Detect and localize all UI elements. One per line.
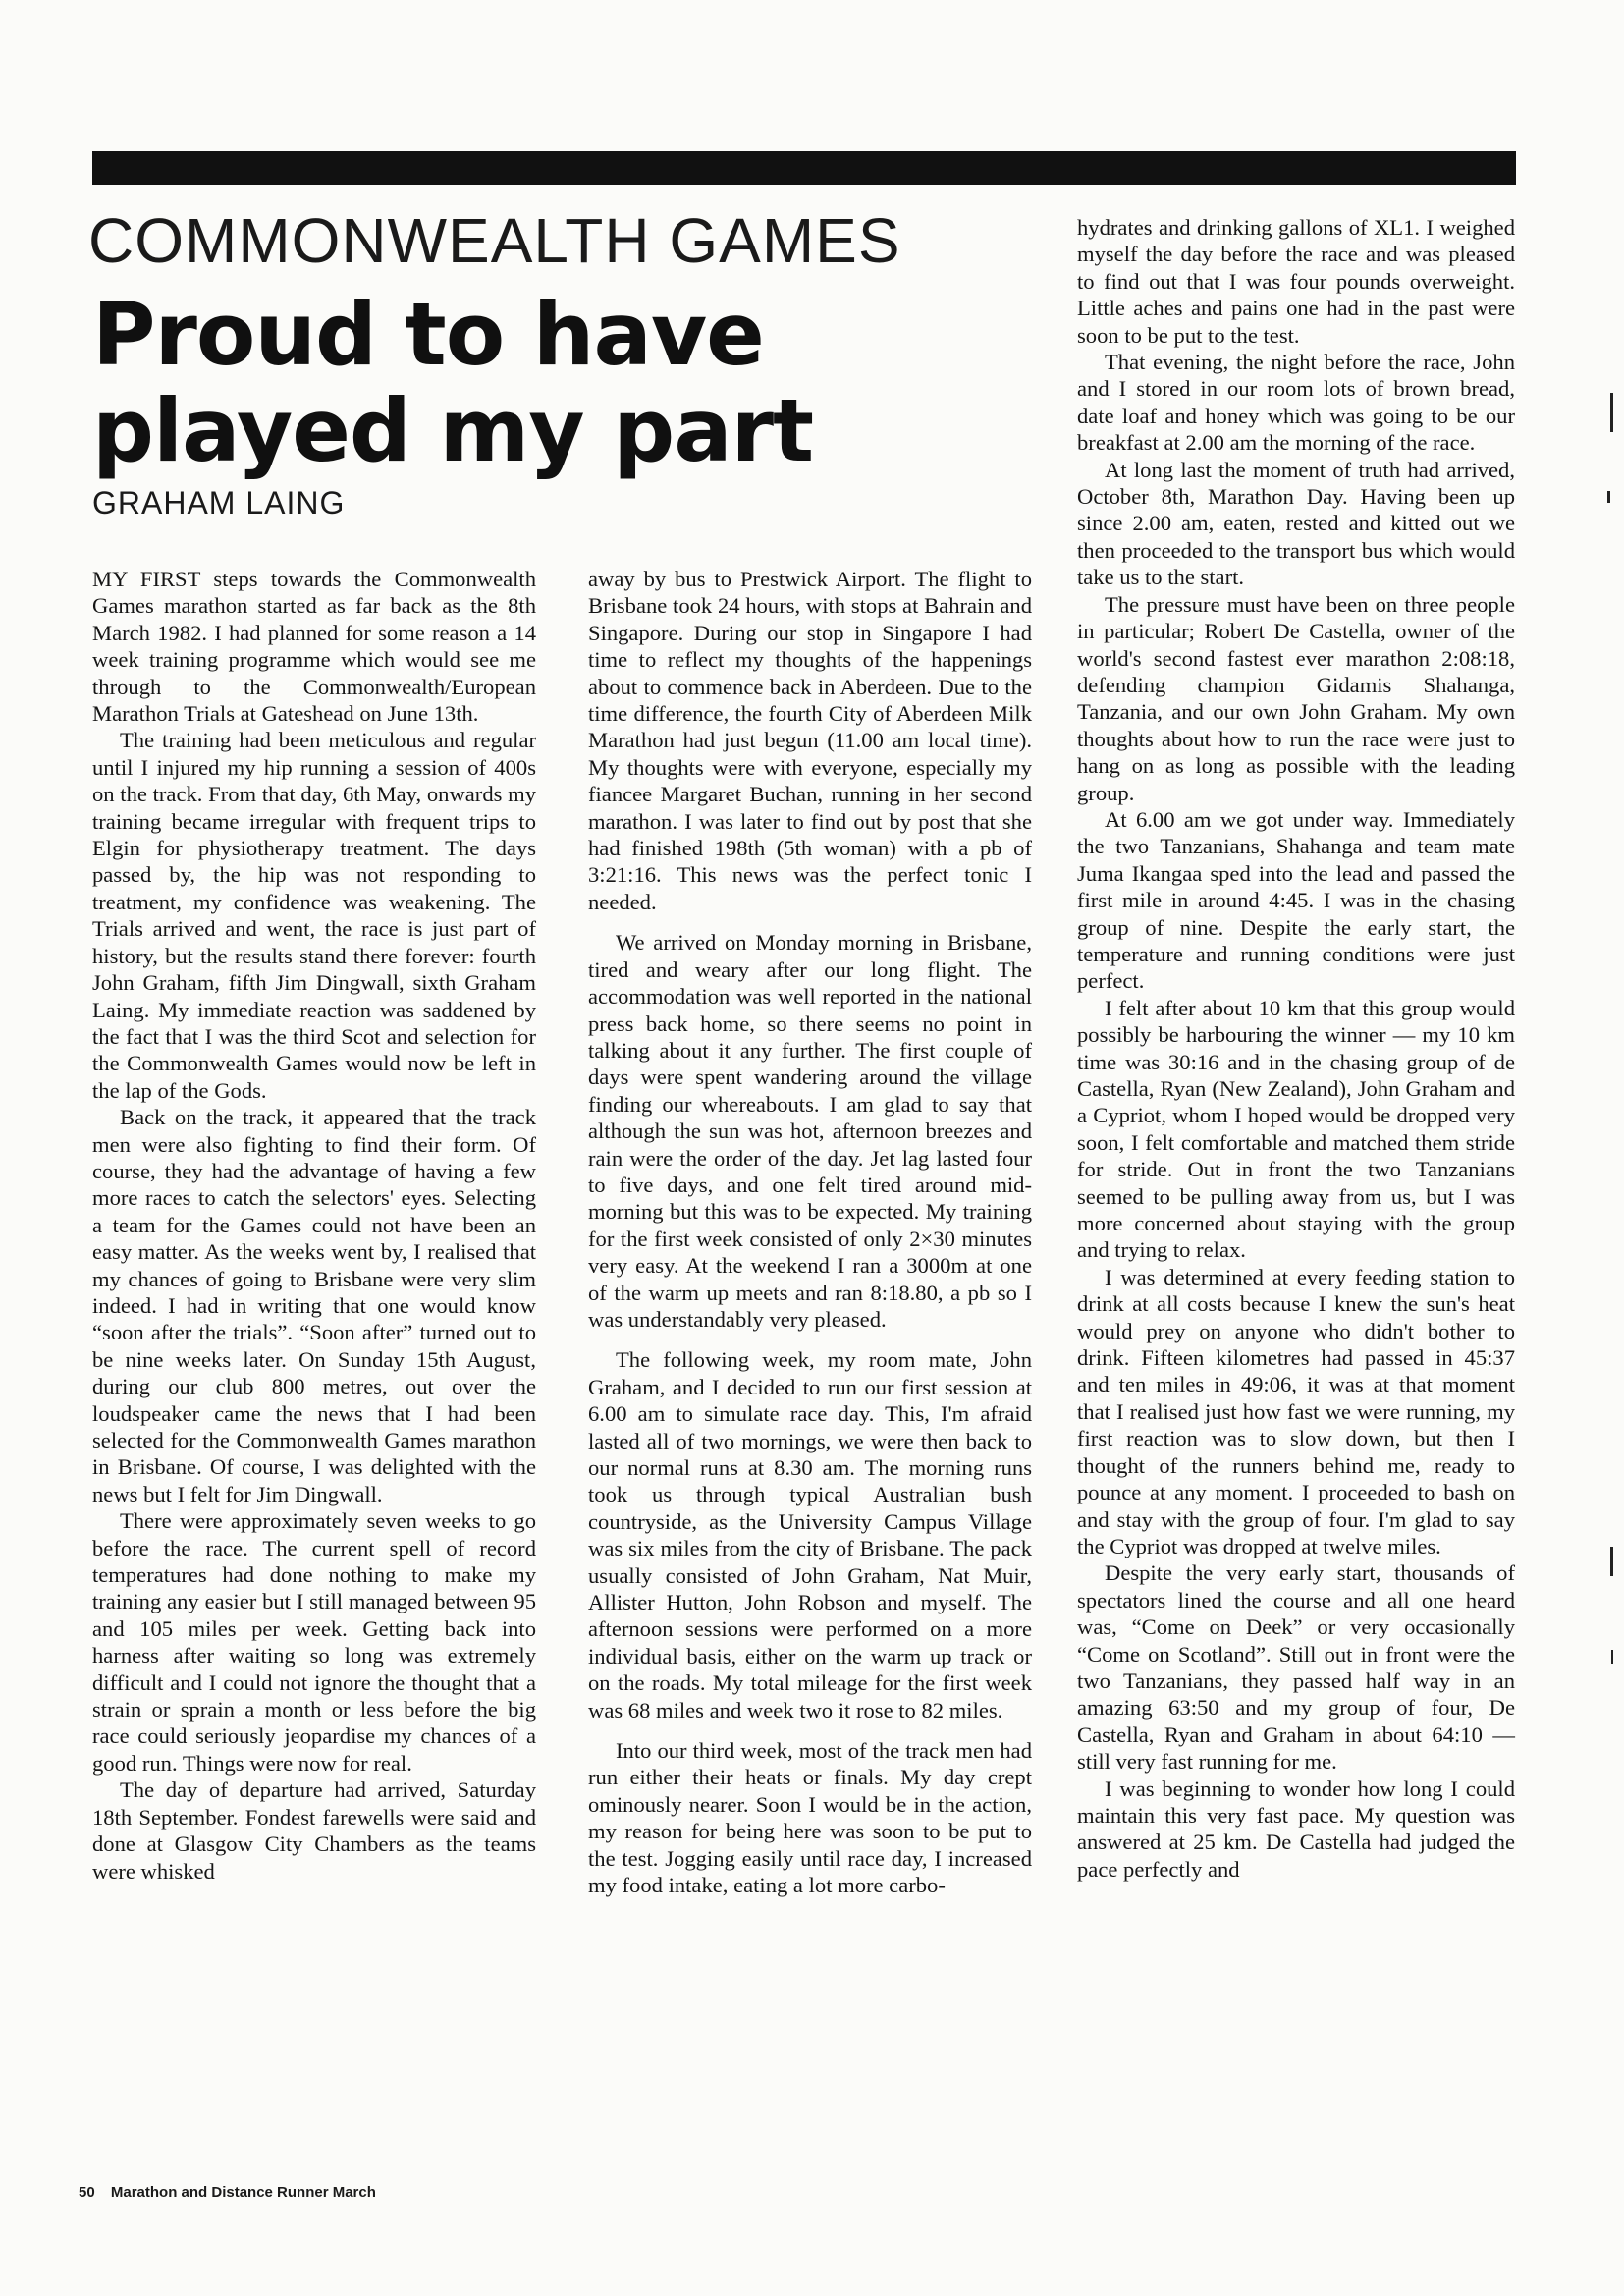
article-column-3 [1077,214,1515,1883]
scan-edge-mark [1610,393,1613,432]
article-column-1 [92,566,536,1885]
paragraph: The following week, my room mate, John Graham, and I decided to run our first session at 6.00 am to simulate race day. This, I'm afraid lasted all of two mornings, we were then back to our normal runs at 8.30 am. The morning runs took us through typical Australian bush countryside, as the University Campus Village was six miles from the city of Brisbane. The pack usually consisted of John Graham, Nat Muir, Allister Hutton, John Robson and myself. The afternoon sessions were performed on a more individual basis, either on the warm up track or on the roads. My total mileage for the first week was 68 miles and week two it rose to 82 miles. [588,1347,1032,1722]
headline [92,284,976,481]
article-column-2 [588,566,1032,1899]
scan-edge-mark [1611,1650,1613,1664]
paragraph: MY FIRST steps towards the Commonwealth Games marathon started as far back as the 8th March 1982. I had planned for some reason a 14 week training programme which would see me through to the Commonwealth/European Marathon Trials at Gateshead on June 13th. [92,567,536,727]
paragraph: There were approximately seven weeks to go before the race. The current spell of record temperatures had done nothing to make my training any easier but I still managed between 95 and 105 miles per week. Getting back into harness after waiting so long was extremely difficult and I could not ignore the thought that a strain or sprain a month or less before the big race could seriously jeopardise my chances of a good run. Things were now for real. [92,1508,536,1776]
scan-edge-mark [1610,1547,1613,1576]
paragraph: At 6.00 am we got under way. Immediately the two Tanzanians, Shahanga and team mate Juma Ikangaa sped into the lead and passed the first mile in around 4:45. I was in the chasing group of nine. Despite the early start, the temperature and running conditions were just perfect. [1077,806,1515,994]
paragraph: We arrived on Monday morning in Brisbane, tired and weary after our long flight. The accommodation was well reported in the national press back home, so there seems no point in talking about it any further. The first couple of days were spent wandering around the village finding our whereabouts. I am glad to say that although the sun was hot, afternoon breezes and rain were the order of the day. Jet lag lasted four to five days, and one felt tired around mid-morning but this was to be expected. My training for the first week consisted of only 2×30 minutes very easy. At the weekend I ran a 3000m at one of the warm up meets and ran 8:18.80, a pb so I was understandably very pleased. [588,930,1032,1332]
byline: GRAHAM LAING [92,485,346,520]
paragraph: I was beginning to wonder how long I could maintain this very fast pace. My question was answered at 25 km. De Castella had judged the pace perfectly and [1077,1776,1515,1882]
paragraph: The day of departure had arrived, Saturday 18th September. Fondest farewells were said and done at Glasgow City Chambers as the teams were whisked [92,1777,536,1884]
page-number: 50 [79,2184,95,2201]
page-footer [79,2184,376,2201]
headline-line-1: Proud to have [92,284,764,385]
paragraph: away by bus to Prestwick Airport. The flight to Brisbane took 24 hours, with stops at Bahrain and Singapore. During our stop in Singapore I had time to reflect my thoughts of the happenings about to commence back in Aberdeen. Due to the time difference, the fourth City of Aberdeen Milk Marathon had just begun (11.00 am local time). My thoughts were with everyone, especially my fiancee Margaret Buchan, running in her second marathon. I was later to find out by post that she had finished 198th (5th woman) with a pb of 3:21:16. This news was the perfect tonic I needed. [588,567,1032,914]
paragraph: The pressure must have been on three people in particular; Robert De Castella, owner of the world's second fastest ever marathon 2:08:18, defending champion Gidamis Shahanga, Tanzania, and our own John Graham. My own thoughts about how to run the race were just to hang on as long as possible with the leading group. [1077,591,1515,805]
paragraph: The training had been meticulous and regular until I injured my hip running a session of 400s on the track. From that day, 6th May, onwards my training became irregular with frequent trips to Elgin for physiotherapy treatment. The days passed by, the hip was not responding to treatment, my confidence was weakening. The Trials arrived and went, the race is just part of history, but the results stand there forever: fourth John Graham, fifth Jim Dingwall, sixth Graham Laing. My immediate reaction was saddened by the fact that I was the third Scot and selection for the Commonwealth Games would now be left in the lap of the Gods. [92,728,536,1103]
paragraph: That evening, the night before the race, John and I stored in our room lots of brown bread, date loaf and honey which was going to be our breakfast at 2.00 am the morning of the race. [1077,350,1515,456]
paragraph: I was determined at every feeding station to drink at all costs because I knew the sun's heat would prey on anyone who didn't bother to drink. Fifteen kilometres had passed in 45:37 and ten miles in 49:06, it was at that moment that I realised just how fast we were running, my first reaction was to slow down, but then I thought of the runners behind me, ready to pounce at any moment. I proceeded to bash on and stay with the group of four. I'm glad to say the Cypriot was dropped at twelve miles. [1077,1264,1515,1558]
paragraph: I felt after about 10 km that this group would possibly be harbouring the winner — my 10 km time was 30:16 and in the chasing group of de Castella, Ryan (New Zealand), John Graham and a Cypriot, whom I hoped would be dropped very soon, I felt comfortable and matched them stride for stride. Out in front the two Tanzanians seemed to be pulling away from us, but I was more concerned about staying with the group and trying to relax. [1077,995,1515,1263]
paragraph: At long last the moment of truth had arrived, October 8th, Marathon Day. Having been up since 2.00 am, eaten, rested and kitted out we then proceeded to the transport bus which would take us to the start. [1077,457,1515,590]
headline-line-2: played my part [92,380,814,481]
paragraph: Despite the very early start, thousands of spectators lined the course and all one heard was, “Come on Deek” or very occasionally “Come on Scotland”. Still out in front were the two Tanzanians, they passed half way in an amazing 63:50 and my group of four, De Castella, Ryan and Graham in about 64:10 — still very fast running for me. [1077,1560,1515,1775]
paragraph: hydrates and drinking gallons of XL1. I weighed myself the day before the race and was pleased to find out that I was four pounds overweight. Little aches and pains one had in the past were soon to be put to the test. [1077,215,1515,348]
paragraph: Into our third week, most of the track men had run either their heats or finals. My day crept ominously nearer. Soon I would be in the action, my reason for being here was soon to be put to the test. Jogging easily until race day, I increased my food intake, eating a lot more carbo- [588,1738,1032,1898]
paragraph: Back on the track, it appeared that the track men were also fighting to find their form. Of course, they had the advantage of having a few more races to catch the selectors' eyes. Selecting a team for the Games could not have been an easy matter. As the weeks went by, I realised that my chances of going to Brisbane were very slim indeed. I had in writing that one would know “soon after the trials”. “Soon after” turned out to be nine weeks later. On Sunday 15th August, during our club 800 metres, out over the loudspeaker came the news that I had been selected for the Commonwealth Games marathon in Brisbane. Of course, I was delighted with the news but I felt for Jim Dingwall. [92,1105,536,1506]
scan-edge-mark [1607,491,1610,503]
publication-name: Marathon and Distance Runner March [110,2184,376,2201]
section-label: COMMONWEALTH GAMES [88,205,901,276]
header-rule [92,151,1516,185]
